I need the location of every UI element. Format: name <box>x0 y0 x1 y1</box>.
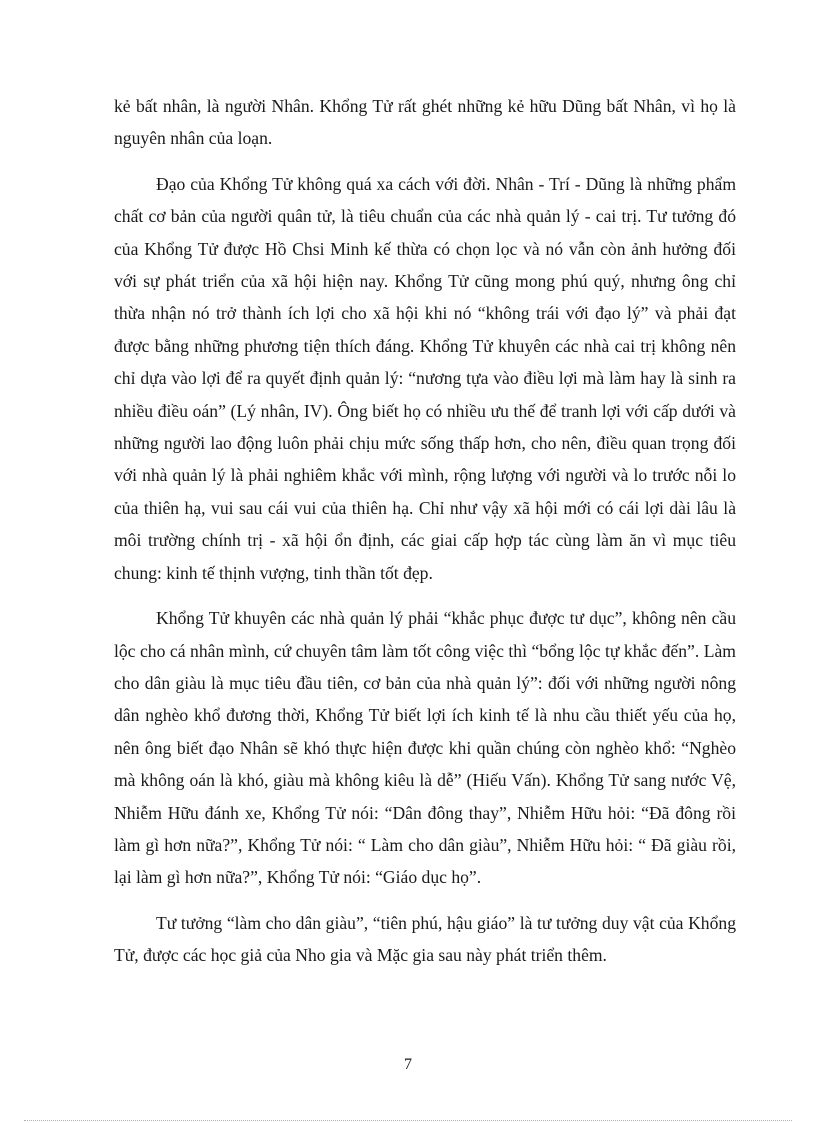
paragraph-3: Khổng Tử khuyên các nhà quản lý phải “khắc phục được tư dục”, không nên cầu lộc cho cá nhân mình, cứ chuyên tâm làm tốt công việc thì “bổng lộc tự khắc đến”. Làm cho dân giàu là mục tiêu đầu tiên, cơ bản của nhà quản lý”: đối với những người nông dân nghèo khổ đương thời, Khổng Tử biết lợi ích kinh tế là nhu cầu thiết yếu của họ, nên ông biết đạo Nhân sẽ khó thực hiện được khi quần chúng còn nghèo khổ: “Nghèo mà không oán là khó, giàu mà không kiêu là dễ” (Hiếu Vấn). Khổng Tử sang nước Vệ, Nhiễm Hữu đánh xe, Khổng Tử nói: “Dân đông thay”, Nhiễm Hữu hỏi: “Đã đông rồi làm gì hơn nữa?”, Khổng Tử nói: “ Làm cho dân giàu”, Nhiễm Hữu hỏi: “ Đã giàu rồi, lại làm gì hơn nữa?”, Khổng Tử nói: “Giáo dục họ”. <box>114 608 736 888</box>
page-bottom-divider <box>24 1120 792 1121</box>
paragraph-1: kẻ bất nhân, là người Nhân. Khổng Tử rất ghét những kẻ hữu Dũng bất Nhân, vì họ là nguyên nhân của loạn. <box>114 96 736 149</box>
page-number: 7 <box>404 1056 412 1073</box>
body-text <box>114 90 736 985</box>
paragraph-4: Tư tưởng “làm cho dân giàu”, “tiên phú, hậu giáo” là tư tưởng duy vật của Khổng Tử, được các học giả của Nho gia và Mặc gia sau này phát triển thêm. <box>114 912 736 966</box>
paragraph-2: Đạo của Khổng Tử không quá xa cách với đời. Nhân - Trí - Dũng là những phẩm chất cơ bản của người quân tử, là tiêu chuẩn của các nhà quản lý - cai trị. Tư tưởng đó của Khổng Tử được Hồ Chsi Minh kế thừa có chọn lọc và nó vẫn còn ảnh hưởng đối với sự phát triển của xã hội hiện nay. Khổng Tử cũng mong phú quý, nhưng ông chỉ thừa nhận nó trở thành ích lợi cho xã hội khi nó “không trái với đạo lý” và phải đạt được bằng những phương tiện thích đáng. Khổng Tử khuyên các nhà cai trị không nên chỉ dựa vào lợi để ra quyết định quản lý: “nương tựa vào điều lợi mà làm hay là sinh ra nhiều điều oán” (Lý nhân, IV). Ông biết họ có nhiều ưu thế để tranh lợi với cấp dưới và những người lao động luôn phải chịu mức sống thấp hơn, cho nên, điều quan trọng đối với nhà quản lý là phải nghiêm khắc với mình, rộng lượng với người và lo trước nỗi lo của thiên hạ, vui sau cái vui của thiên hạ. Chỉ như vậy xã hội mới có cái lợi dài lâu là môi trường chính trị - xã hội ổn định, các giai cấp hợp tác cùng làm ăn vì mục tiêu chung: kinh tế thịnh vượng, tinh thần tốt đẹp. <box>114 173 736 583</box>
